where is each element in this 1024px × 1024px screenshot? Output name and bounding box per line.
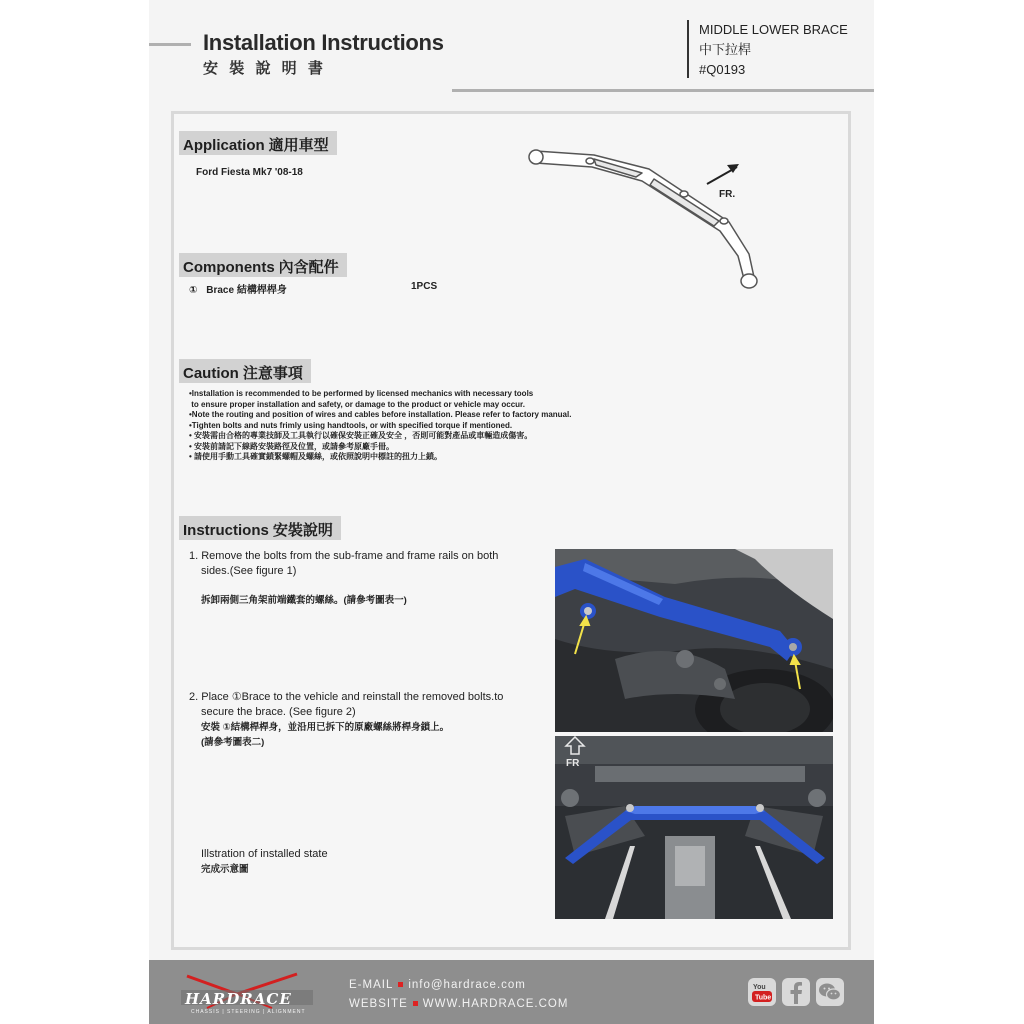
facebook-icon[interactable] (782, 978, 810, 1006)
email-label: E-MAIL (349, 979, 394, 991)
caution-heading-zh: 注意事項 (242, 364, 303, 382)
caution-line: • 請使用手動工具確實鎖緊螺帽及螺絲，或依照說明中標註的扭力上鎖。 (189, 452, 443, 461)
contact-info (349, 976, 568, 1014)
components-heading-zh: 內含配件 (278, 258, 339, 276)
figure-2-direction-label: FR (566, 758, 580, 769)
caution-list (189, 389, 571, 463)
figure-1-photo (555, 549, 833, 732)
wechat-icon[interactable] (816, 978, 844, 1006)
product-name: MIDDLE LOWER BRACE (699, 22, 848, 37)
step-2-line-2: secure the brace. (See figure 2) (201, 706, 356, 718)
website-label: WEBSITE (349, 998, 408, 1010)
product-name-zh: 中下拉桿 (699, 42, 752, 57)
caution-line: •Note the routing and position of wires and cables before installation. Please refer to factory manual. (189, 410, 572, 419)
youtube-icon[interactable] (748, 978, 776, 1006)
brace-diagram (524, 139, 764, 294)
component-number: ① (189, 285, 198, 296)
caution-line: • 安裝前請記下線路安裝路徑及位置，或請參考原廠手冊。 (189, 441, 395, 451)
step-2-line-1: 2. Place ①Brace to the vehicle and reinstall the removed bolts.to (189, 691, 504, 703)
header-rule-left (149, 43, 191, 46)
illustration-label: Illstration of installed state (201, 848, 328, 860)
step-1 (189, 549, 554, 608)
step-2-zh-2: (請參考圖表二) (201, 737, 265, 748)
website-row (349, 995, 568, 1014)
content-frame (171, 111, 851, 950)
front-direction-arrow-icon (707, 164, 739, 184)
svg-text:You: You (753, 984, 766, 991)
email-link[interactable]: info@hardrace.com (408, 979, 526, 991)
step-1-zh: 拆卸兩側三角架前端鐵套的螺絲。(請參考圖表一) (201, 595, 407, 606)
website-link[interactable]: WWW.HARDRACE.COM (422, 998, 569, 1010)
step-2-zh-1: 安裝 ①結構桿桿身，並沿用已拆下的原廠螺絲將桿身鎖上。 (201, 722, 450, 733)
bullet-icon (413, 1001, 418, 1006)
application-heading-zh: 適用車型 (268, 136, 329, 154)
caution-heading-en: Caution (183, 365, 239, 382)
application-heading (179, 131, 337, 155)
header-rule-right (452, 89, 874, 92)
illustration-caption (201, 847, 328, 877)
illustration-label-zh: 完成示意圖 (201, 864, 249, 875)
page-title-zh: 安 裝 說 明 書 (203, 59, 326, 77)
components-heading-en: Components (183, 259, 275, 276)
part-number: #Q0193 (699, 62, 746, 77)
component-name: Brace 結構桿桿身 (206, 285, 287, 296)
brand-name: HARDRACE (185, 990, 292, 1008)
component-qty: 1PCS (411, 281, 438, 292)
caution-line: •Installation is recommended to be performed by licensed mechanics with necessary tools (189, 389, 534, 398)
instructions-heading (179, 516, 341, 540)
brand-tagline: CHASSIS | STEERING | ALIGNMENT (191, 1009, 306, 1015)
caution-line: to ensure proper installation and safety, or damage to the product or vehicle may occur. (189, 399, 525, 409)
caution-line: •Tighten bolts and nuts frimly using handtools, or with specified torque if mentioned. (189, 420, 513, 430)
caution-line: • 安裝需由合格的專業技師及工具執行以確保安裝正確及安全 ，否則可能對產品或車輛造成傷害。 (189, 431, 533, 440)
instruction-sheet (149, 0, 874, 1024)
email-row (349, 976, 568, 995)
header-divider (687, 20, 689, 78)
footer (149, 960, 874, 1024)
hardrace-logo (177, 968, 317, 1016)
application-heading-en: Application (183, 137, 265, 154)
instructions-heading-zh: 安裝說明 (272, 521, 333, 539)
step-1-line-1: 1. Remove the bolts from the sub-frame and frame rails on both (189, 550, 499, 562)
components-heading (179, 253, 347, 277)
caution-heading (179, 359, 311, 383)
figure-2-photo (555, 736, 833, 919)
instructions-heading-en: Instructions (183, 522, 269, 539)
svg-text:Tube: Tube (755, 994, 772, 1002)
step-1-line-2: sides.(See figure 1) (201, 565, 297, 577)
bullet-icon (398, 982, 403, 987)
component-item (189, 281, 287, 296)
application-vehicle: Ford Fiesta Mk7 '08-18 (196, 167, 303, 178)
diagram-direction-label: FR. (719, 189, 736, 200)
step-2 (189, 690, 554, 750)
product-info (699, 20, 848, 80)
page-title: Installation Instructions (203, 30, 444, 55)
